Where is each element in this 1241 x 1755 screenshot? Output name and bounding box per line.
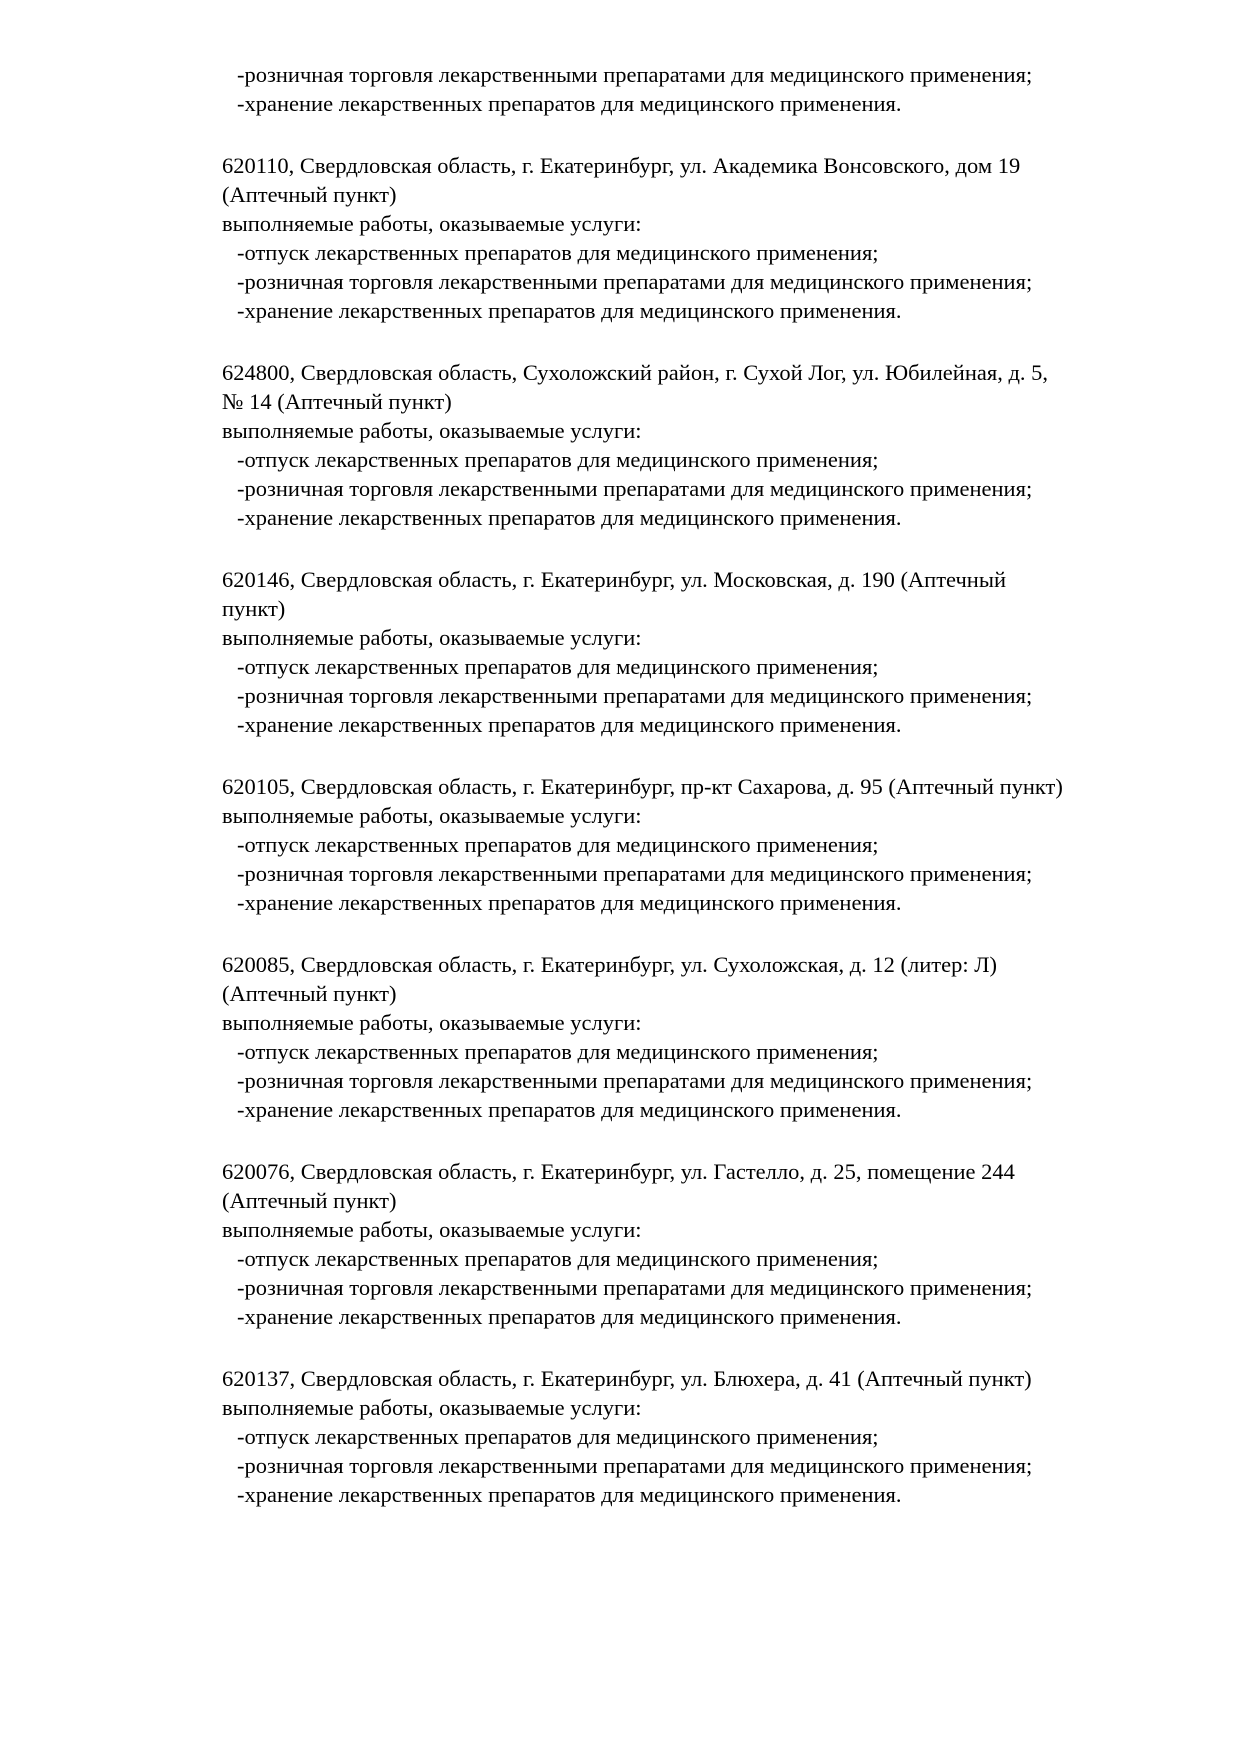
- service-item: -розничная торговля лекарственными препаратами для медицинского применения;: [237, 683, 1033, 708]
- service-item: -розничная торговля лекарственными препаратами для медицинского применения;: [237, 861, 1033, 886]
- service-item: -розничная торговля лекарственными препаратами для медицинского применения;: [237, 476, 1033, 501]
- continued-services-list: [222, 60, 1182, 118]
- address-line: пункт): [222, 596, 286, 621]
- address-line: 624800, Свердловская область, Сухоложский район, г. Сухой Лог, ул. Юбилейная, д. 5,: [222, 360, 1049, 385]
- service-item: -хранение лекарственных препаратов для медицинского применения.: [237, 890, 902, 915]
- address-line: (Аптечный пункт): [222, 182, 397, 207]
- service-item: -хранение лекарственных препаратов для медицинского применения.: [237, 91, 902, 116]
- pharmacy-point-block: [222, 950, 1182, 1124]
- service-item: -отпуск лекарственных препаратов для медицинского применения;: [237, 1039, 879, 1064]
- pharmacy-point-block: [222, 1364, 1182, 1509]
- pharmacy-point-block: [222, 358, 1182, 532]
- services-label: выполняемые работы, оказываемые услуги:: [222, 211, 642, 236]
- pharmacy-point-block: [222, 151, 1182, 325]
- service-item: -отпуск лекарственных препаратов для медицинского применения;: [237, 654, 879, 679]
- services-label: выполняемые работы, оказываемые услуги:: [222, 803, 642, 828]
- service-item: -хранение лекарственных препаратов для медицинского применения.: [237, 298, 902, 323]
- service-item: -отпуск лекарственных препаратов для медицинского применения;: [237, 447, 879, 472]
- service-item: -отпуск лекарственных препаратов для медицинского применения;: [237, 1424, 879, 1449]
- service-item: -хранение лекарственных препаратов для медицинского применения.: [237, 1482, 902, 1507]
- pharmacy-point-block: [222, 772, 1182, 917]
- address-line: 620076, Свердловская область, г. Екатеринбург, ул. Гастелло, д. 25, помещение 244: [222, 1159, 1015, 1184]
- address-line: (Аптечный пункт): [222, 981, 397, 1006]
- document-content: [222, 60, 1182, 1509]
- address-line: 620085, Свердловская область, г. Екатеринбург, ул. Сухоложская, д. 12 (литер: Л): [222, 952, 997, 977]
- services-label: выполняемые работы, оказываемые услуги:: [222, 1395, 642, 1420]
- pharmacy-point-block: [222, 565, 1182, 739]
- service-item: -розничная торговля лекарственными препаратами для медицинского применения;: [237, 62, 1033, 87]
- service-item: -розничная торговля лекарственными препаратами для медицинского применения;: [237, 269, 1033, 294]
- service-item: -хранение лекарственных препаратов для медицинского применения.: [237, 1304, 902, 1329]
- address-line: 620146, Свердловская область, г. Екатеринбург, ул. Московская, д. 190 (Аптечный: [222, 567, 1006, 592]
- service-item: -отпуск лекарственных препаратов для медицинского применения;: [237, 832, 879, 857]
- address-line: 620137, Свердловская область, г. Екатеринбург, ул. Блюхера, д. 41 (Аптечный пункт): [222, 1366, 1032, 1391]
- service-item: -отпуск лекарственных препаратов для медицинского применения;: [237, 240, 879, 265]
- address-line: 620105, Свердловская область, г. Екатеринбург, пр-кт Сахарова, д. 95 (Аптечный пункт): [222, 774, 1063, 799]
- service-item: -хранение лекарственных препаратов для медицинского применения.: [237, 1097, 902, 1122]
- pharmacy-point-block: [222, 1157, 1182, 1331]
- service-item: -хранение лекарственных препаратов для медицинского применения.: [237, 712, 902, 737]
- services-label: выполняемые работы, оказываемые услуги:: [222, 418, 642, 443]
- address-line: 620110, Свердловская область, г. Екатеринбург, ул. Академика Вонсовского, дом 19: [222, 153, 1021, 178]
- service-item: -розничная торговля лекарственными препаратами для медицинского применения;: [237, 1275, 1033, 1300]
- address-line: (Аптечный пункт): [222, 1188, 397, 1213]
- service-item: -хранение лекарственных препаратов для медицинского применения.: [237, 505, 902, 530]
- address-line: № 14 (Аптечный пункт): [222, 389, 452, 414]
- services-label: выполняемые работы, оказываемые услуги:: [222, 1217, 642, 1242]
- services-label: выполняемые работы, оказываемые услуги:: [222, 625, 642, 650]
- service-item: -отпуск лекарственных препаратов для медицинского применения;: [237, 1246, 879, 1271]
- service-item: -розничная торговля лекарственными препаратами для медицинского применения;: [237, 1068, 1033, 1093]
- service-item: -розничная торговля лекарственными препаратами для медицинского применения;: [237, 1453, 1033, 1478]
- services-label: выполняемые работы, оказываемые услуги:: [222, 1010, 642, 1035]
